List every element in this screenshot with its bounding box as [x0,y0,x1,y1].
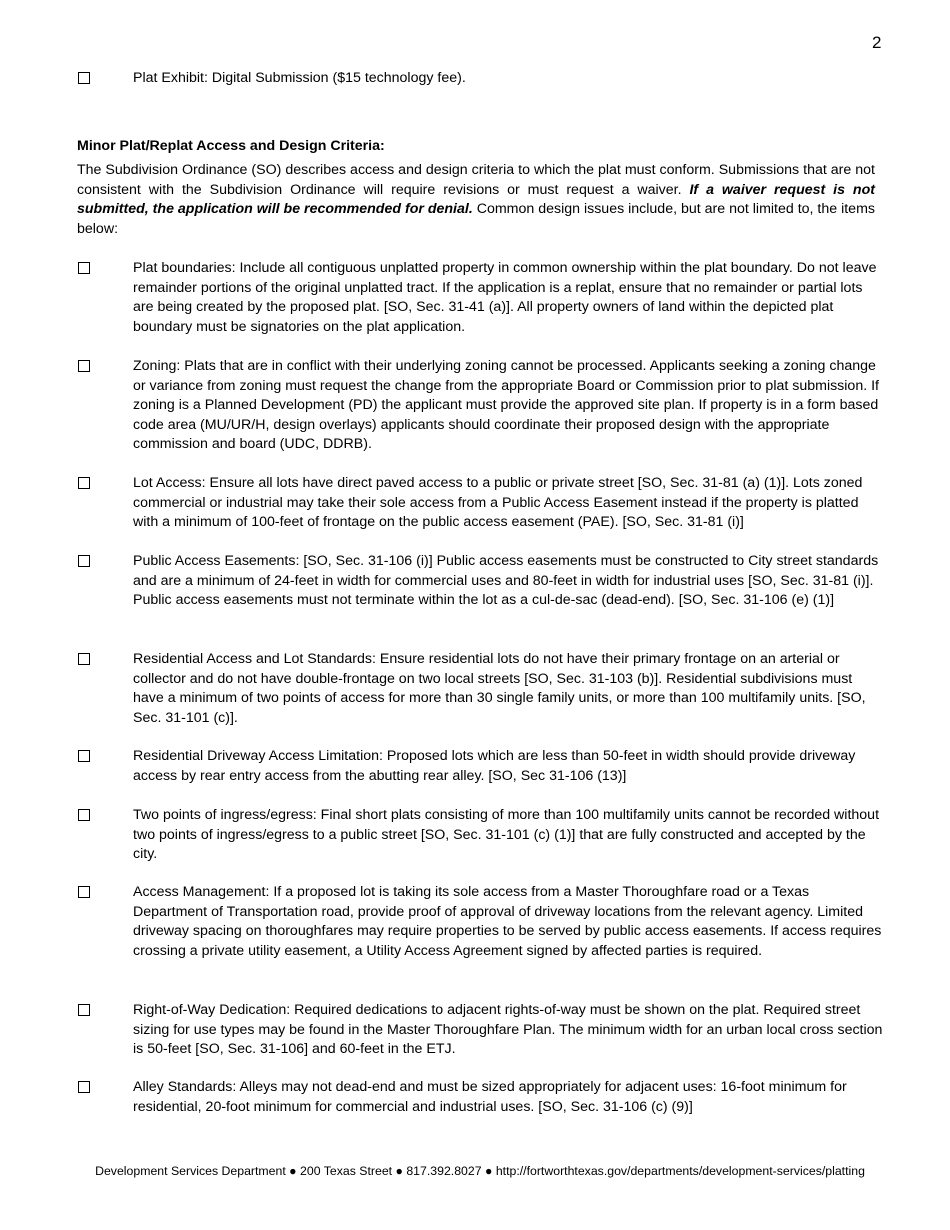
plat-exhibit-text: Plat Exhibit: Digital Submission ($15 technology fee). [133,70,466,86]
criteria-checkbox-residential-access[interactable] [78,653,90,665]
criteria-checkbox-public-access-easements[interactable] [78,555,90,567]
plat-exhibit-checkbox[interactable] [78,72,90,84]
intro-denial-warning: If a waiver request is not submitted, the application will be recommended for denial. [77,181,875,218]
criteria-text-zoning: Zoning: Plats that are in conflict with their underlying zoning cannot be processed. Applicants seeking a zoning change or variance from zoning must request the change from the appropriate Board or Commission prior to plat submission. If zoning is a Planned Development (PD) the applicant must provide the approved site plan. If property is in a form based code area (MU/UR/H, design overlays) applicants should coordinate their proposed design with the appropriate commission and board (UDC, DDRB). [133,358,879,453]
criteria-checkbox-zoning[interactable] [78,360,90,372]
criteria-text-ingress-egress: Two points of ingress/egress: Final short plats consisting of more than 100 multifamily units cannot be recorded without two points of ingress/egress to a public street [SO, Sec. 31-101 (c) (1)] that are fully constructed and accepted by the city. [133,807,880,863]
criteria-checkbox-lot-access[interactable] [78,477,90,489]
criteria-text-lot-access: Lot Access: Ensure all lots have direct paved access to a public or private street [SO, Sec. 31-81 (a) (1)]. Lots zoned commercial or industrial may take their sole access from a Public Access Easement instead if the property is platted with a minimum of 100-feet of frontage on the public access easement (PAE). [SO, Sec. 31-81 (i)] [133,475,863,531]
page-number: 2 [872,33,882,52]
criteria-text-right-of-way: Right-of-Way Dedication: Required dedications to adjacent rights-of-way must be shown on the plat. Required street sizing for use types may be found in the Master Thoroughfare Plan. The minimum width for an urban local cross section is 50-feet [SO, Sec. 31-106] and 60-feet in the ETJ. [133,1002,883,1058]
criteria-text-residential-access: Residential Access and Lot Standards: Ensure residential lots do not have their primary frontage on an arterial or collector and do not have double-frontage on two local streets [SO, Sec. 31-103 (b)]. Residential subdivisions must have a minimum of two points of access for more than 30 single family units, or more than 100 multifamily units. [SO, Sec. 31-101 (c)]. [133,651,866,726]
criteria-checkbox-right-of-way[interactable] [78,1004,90,1016]
criteria-text-access-management: Access Management: If a proposed lot is taking its sole access from a Master Thoroughfare road or a Texas Department of Transportation road, provide proof of approval of driveway locations from the relevant agency. Limited driveway spacing on thoroughfares may require properties to be served by public access easements. If access requires crossing a private utility easement, a Utility Access Agreement signed by affected parties is required. [133,884,882,959]
intro-text-part1: The Subdivision Ordinance (SO) describes access and design criteria to which the plat must conform. Submissions that are not consistent with the Subdivision Ordinance will require revisions or must request a waiver. [77,162,875,198]
criteria-text-public-access-easements: Public Access Easements: [SO, Sec. 31-106 (i)] Public access easements must be constructed to City street standards and are a minimum of 24-feet in width for commercial uses and 80-feet in width for industrial uses [SO, Sec. 31-81 (i)]. Public access easements must not terminate within the lot as a cul-de-sac (dead-end). [SO, Sec. 31-106 (e) (1)] [133,553,879,609]
criteria-checkbox-plat-boundaries[interactable] [78,262,90,274]
section-intro [77,161,875,239]
criteria-text-plat-boundaries: Plat boundaries: Include all contiguous unplatted property in common ownership within the plat boundary. Do not leave remainder portions of the original unplatted tract. If the application is a replat, ensure that no remainder or partial lots are being created by the proposed plat. [SO, Sec. 31-41 (a)]. All property owners of land within the depicted plat boundary must be signatories on the plat application. [133,260,877,335]
criteria-checkbox-residential-driveway[interactable] [78,750,90,762]
section-heading: Minor Plat/Replat Access and Design Criteria: [77,138,385,154]
criteria-text-residential-driveway: Residential Driveway Access Limitation: Proposed lots which are less than 50-feet in width should provide driveway access by rear entry access from the abutting rear alley. [SO, Sec 31-106 (13)] [133,748,856,784]
criteria-checkbox-ingress-egress[interactable] [78,809,90,821]
criteria-text-alley-standards: Alley Standards: Alleys may not dead-end and must be sized appropriately for adjacent uses: 16-foot minimum for residential, 20-foot minimum for commercial and industrial uses. [SO, Sec. 31-106 (c) (9)] [133,1079,847,1115]
criteria-checkbox-alley-standards[interactable] [78,1081,90,1093]
criteria-checkbox-access-management[interactable] [78,886,90,898]
page-footer: Development Services Department ● 200 Texas Street ● 817.392.8027 ● http://fortworthtexas.gov/departments/development-services/platting [95,1164,865,1178]
intro-text-part2: Common design issues include, but are not limited to, the items below: [77,201,875,237]
